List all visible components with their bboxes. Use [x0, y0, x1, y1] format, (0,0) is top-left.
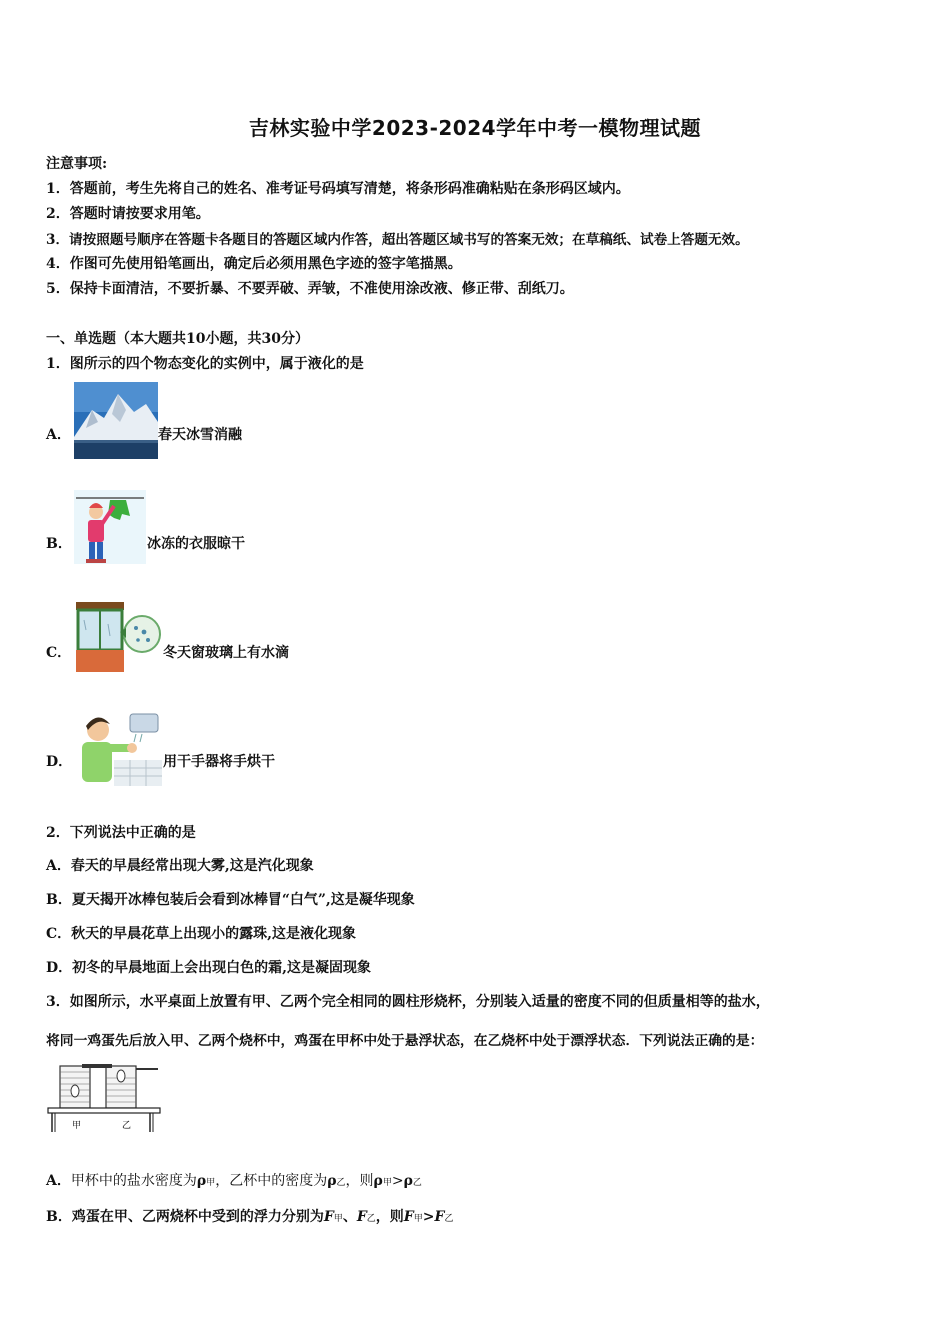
- subscript-jia: 甲: [206, 1178, 216, 1188]
- q2-option-b: B．夏天揭开冰棒包装后会看到冰棒冒“白气”,这是凝华现象: [46, 892, 415, 908]
- q1-option-d-label: D．: [46, 754, 73, 770]
- question-3-stem-line2: 将同一鸡蛋先后放入甲、乙两个烧杯中，鸡蛋在甲杯中处于悬浮状态，在乙烧杯中处于漂浮状态．下列说法正确的是：: [46, 1033, 764, 1049]
- q3-option-b-label: B．: [46, 1209, 72, 1225]
- q2-option-a: A．春天的早晨经常出现大雾,这是汽化现象: [46, 858, 314, 874]
- force-symbol: F: [434, 1209, 445, 1225]
- q3-option-b-text1: 鸡蛋在甲、乙两烧杯中受到的浮力分别为: [71, 1209, 324, 1225]
- q1-option-a-text: 春天冰雪消融: [158, 427, 242, 443]
- greater-than: >: [422, 1209, 435, 1225]
- q3-option-a-text2: ，乙杯中的密度为: [215, 1173, 328, 1189]
- beakers-figure: [46, 1056, 162, 1134]
- subscript-yi: 乙: [444, 1214, 454, 1224]
- q3-option-b: [46, 1206, 453, 1226]
- q2-option-d: D．初冬的早晨地面上会出现白色的霜,这是凝固现象: [46, 960, 372, 976]
- window-droplets-image: [74, 600, 162, 674]
- subscript-yi: 乙: [412, 1178, 422, 1188]
- rho-symbol: ρ: [373, 1173, 383, 1189]
- subscript-jia: 甲: [382, 1178, 392, 1188]
- q3-option-a: [46, 1170, 422, 1190]
- snow-mountain-image: [74, 382, 158, 459]
- notice-item-5: 5．保持卡面清洁，不要折暴、不要弄破、弄皱，不准使用涂改液、修正带、刮纸刀。: [46, 281, 574, 297]
- force-symbol: F: [403, 1209, 414, 1225]
- notice-item-2: 2．答题时请按要求用笔。: [46, 206, 210, 222]
- page-title: 吉林实验中学2023-2024学年中考一模物理试题: [248, 116, 702, 140]
- separator: 、: [342, 1209, 357, 1225]
- q1-option-d-text: 用干手器将手烘干: [163, 754, 275, 770]
- question-2-stem: 2．下列说法中正确的是: [46, 825, 196, 841]
- q2-option-c: C．秋天的早晨花草上出现小的露珠,这是液化现象: [46, 926, 357, 942]
- subscript-jia: 甲: [333, 1214, 343, 1224]
- greater-than: >: [391, 1173, 404, 1189]
- force-symbol: F: [356, 1209, 367, 1225]
- q3-option-a-text1: 甲杯中的盐水密度为: [70, 1173, 197, 1189]
- q3-option-a-text3: ，则: [345, 1173, 374, 1189]
- q1-option-c-text: 冬天窗玻璃上有水滴: [163, 645, 289, 661]
- q1-option-b-label: B．: [46, 536, 72, 552]
- notice-item-3: 3．请按照题号顺序在答题卡各题目的答题区域内作答，超出答题区域书写的答案无效；在草稿纸、试卷上答题无效。: [46, 232, 749, 248]
- section-heading: 一、单选题（本大题共10小题，共30分）: [46, 331, 309, 347]
- figure-label-yi: 乙: [122, 1121, 132, 1131]
- rho-symbol: ρ: [403, 1173, 413, 1189]
- subscript-yi: 乙: [336, 1178, 346, 1188]
- q3-option-a-label: A．: [46, 1173, 71, 1189]
- rho-symbol: ρ: [196, 1173, 207, 1189]
- notice-item-4: 4．作图可先使用铅笔画出，确定后必须用黑色字迹的签字笔描黑。: [46, 256, 462, 272]
- hand-dryer-image: [74, 708, 162, 786]
- notice-heading: 注意事项:: [46, 156, 108, 172]
- frozen-clothes-image: [74, 490, 146, 572]
- rho-symbol: ρ: [327, 1173, 337, 1189]
- question-3-stem-line1: 3．如图所示，水平桌面上放置有甲、乙两个完全相同的圆柱形烧杯，分别装入适量的密度不同的但质量相等的盐水，: [46, 994, 770, 1010]
- subscript-yi: 乙: [366, 1214, 376, 1224]
- figure-label-jia: 甲: [72, 1121, 82, 1131]
- notice-item-1: 1．答题前，考生先将自己的姓名、准考证号码填写清楚，将条形码准确粘贴在条形码区域内。: [46, 181, 630, 197]
- subscript-jia: 甲: [413, 1214, 423, 1224]
- q1-option-a-label: A．: [46, 427, 71, 443]
- q1-option-b-text: 冰冻的衣服晾干: [147, 536, 245, 552]
- question-1-stem: 1．图所示的四个物态变化的实例中，属于液化的是: [46, 356, 364, 372]
- force-symbol: F: [323, 1209, 334, 1225]
- q3-option-b-text3: ，则: [375, 1209, 404, 1225]
- q1-option-c-label: C．: [46, 645, 72, 661]
